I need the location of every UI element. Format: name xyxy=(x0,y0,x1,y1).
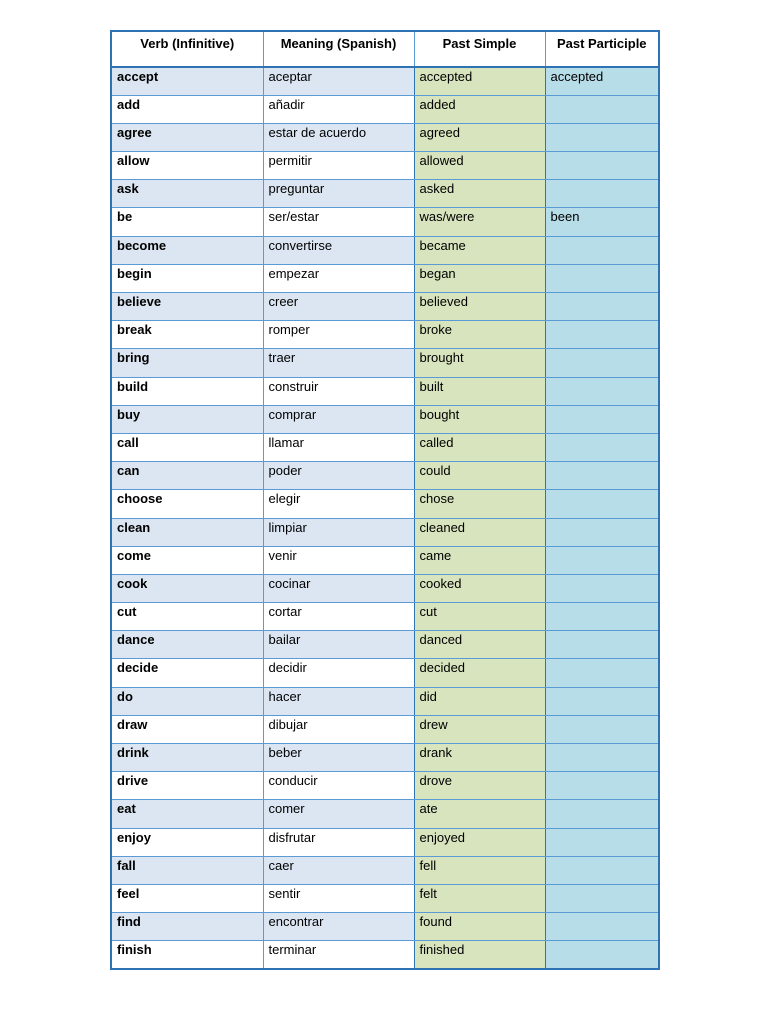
past-participle-cell xyxy=(545,349,659,377)
table-row xyxy=(111,772,659,800)
meaning-cell: comprar xyxy=(263,405,414,433)
past-simple-cell: allowed xyxy=(414,152,545,180)
verb-cell: cut xyxy=(111,603,263,631)
verb-cell: buy xyxy=(111,405,263,433)
verb-cell: be xyxy=(111,208,263,236)
table-row xyxy=(111,180,659,208)
table-row xyxy=(111,631,659,659)
header-past-simple: Past Simple xyxy=(414,31,545,67)
past-participle-cell xyxy=(545,744,659,772)
past-simple-cell: finished xyxy=(414,941,545,969)
meaning-cell: decidir xyxy=(263,659,414,687)
past-participle-cell xyxy=(545,828,659,856)
table-row xyxy=(111,208,659,236)
past-participle-cell xyxy=(545,941,659,969)
table-row xyxy=(111,293,659,321)
verb-cell: ask xyxy=(111,180,263,208)
past-simple-cell: broke xyxy=(414,321,545,349)
past-participle-cell xyxy=(545,377,659,405)
past-participle-cell xyxy=(545,264,659,292)
meaning-cell: cortar xyxy=(263,603,414,631)
past-simple-cell: added xyxy=(414,95,545,123)
past-participle-cell: been xyxy=(545,208,659,236)
past-simple-cell: chose xyxy=(414,490,545,518)
past-simple-cell: drank xyxy=(414,744,545,772)
meaning-cell: hacer xyxy=(263,687,414,715)
past-simple-cell: brought xyxy=(414,349,545,377)
past-simple-cell: found xyxy=(414,913,545,941)
meaning-cell: aceptar xyxy=(263,67,414,95)
verb-cell: bring xyxy=(111,349,263,377)
past-participle-cell xyxy=(545,433,659,461)
header-meaning-spanish: Meaning (Spanish) xyxy=(263,31,414,67)
table-row xyxy=(111,856,659,884)
table-header xyxy=(111,31,659,67)
past-participle-cell xyxy=(545,574,659,602)
table-row xyxy=(111,123,659,151)
past-simple-cell: called xyxy=(414,433,545,461)
meaning-cell: traer xyxy=(263,349,414,377)
table-row xyxy=(111,574,659,602)
verb-cell: break xyxy=(111,321,263,349)
past-participle-cell: accepted xyxy=(545,67,659,95)
table-row xyxy=(111,152,659,180)
past-simple-cell: asked xyxy=(414,180,545,208)
past-participle-cell xyxy=(545,856,659,884)
past-simple-cell: drove xyxy=(414,772,545,800)
past-simple-cell: cooked xyxy=(414,574,545,602)
meaning-cell: cocinar xyxy=(263,574,414,602)
verb-cell: clean xyxy=(111,518,263,546)
meaning-cell: llamar xyxy=(263,433,414,461)
past-participle-cell xyxy=(545,772,659,800)
meaning-cell: convertirse xyxy=(263,236,414,264)
past-simple-cell: came xyxy=(414,546,545,574)
table-row xyxy=(111,744,659,772)
past-simple-cell: cut xyxy=(414,603,545,631)
verb-cell: believe xyxy=(111,293,263,321)
past-participle-cell xyxy=(545,659,659,687)
verb-cell: call xyxy=(111,433,263,461)
meaning-cell: ser/estar xyxy=(263,208,414,236)
past-participle-cell xyxy=(545,884,659,912)
verb-cell: dance xyxy=(111,631,263,659)
verb-cell: finish xyxy=(111,941,263,969)
meaning-cell: beber xyxy=(263,744,414,772)
past-participle-cell xyxy=(545,631,659,659)
meaning-cell: disfrutar xyxy=(263,828,414,856)
past-participle-cell xyxy=(545,715,659,743)
meaning-cell: poder xyxy=(263,462,414,490)
past-participle-cell xyxy=(545,913,659,941)
past-simple-cell: drew xyxy=(414,715,545,743)
meaning-cell: comer xyxy=(263,800,414,828)
table-row xyxy=(111,321,659,349)
verb-cell: fall xyxy=(111,856,263,884)
past-participle-cell xyxy=(545,546,659,574)
verb-cell: agree xyxy=(111,123,263,151)
past-simple-cell: did xyxy=(414,687,545,715)
meaning-cell: venir xyxy=(263,546,414,574)
verb-cell: find xyxy=(111,913,263,941)
verb-cell: draw xyxy=(111,715,263,743)
verb-cell: allow xyxy=(111,152,263,180)
verb-cell: can xyxy=(111,462,263,490)
table-row xyxy=(111,659,659,687)
past-simple-cell: bought xyxy=(414,405,545,433)
past-participle-cell xyxy=(545,462,659,490)
table-row xyxy=(111,800,659,828)
verb-cell: accept xyxy=(111,67,263,95)
verb-cell: begin xyxy=(111,264,263,292)
verb-cell: feel xyxy=(111,884,263,912)
meaning-cell: añadir xyxy=(263,95,414,123)
meaning-cell: elegir xyxy=(263,490,414,518)
table-row xyxy=(111,687,659,715)
past-simple-cell: danced xyxy=(414,631,545,659)
table-row xyxy=(111,67,659,95)
table-row xyxy=(111,433,659,461)
meaning-cell: empezar xyxy=(263,264,414,292)
past-simple-cell: fell xyxy=(414,856,545,884)
verb-cell: enjoy xyxy=(111,828,263,856)
meaning-cell: caer xyxy=(263,856,414,884)
meaning-cell: conducir xyxy=(263,772,414,800)
past-participle-cell xyxy=(545,518,659,546)
past-simple-cell: was/were xyxy=(414,208,545,236)
table-row xyxy=(111,264,659,292)
table-row xyxy=(111,405,659,433)
table-row xyxy=(111,828,659,856)
meaning-cell: creer xyxy=(263,293,414,321)
table-row xyxy=(111,377,659,405)
past-simple-cell: accepted xyxy=(414,67,545,95)
verb-cell: decide xyxy=(111,659,263,687)
header-row xyxy=(111,31,659,67)
meaning-cell: dibujar xyxy=(263,715,414,743)
past-simple-cell: could xyxy=(414,462,545,490)
verb-table xyxy=(110,30,660,970)
header-past-participle: Past Participle xyxy=(545,31,659,67)
table-row xyxy=(111,603,659,631)
header-verb-infinitive: Verb (Infinitive) xyxy=(111,31,263,67)
verb-cell: drink xyxy=(111,744,263,772)
past-participle-cell xyxy=(545,800,659,828)
past-simple-cell: began xyxy=(414,264,545,292)
past-simple-cell: felt xyxy=(414,884,545,912)
past-participle-cell xyxy=(545,687,659,715)
meaning-cell: construir xyxy=(263,377,414,405)
table-row xyxy=(111,462,659,490)
meaning-cell: encontrar xyxy=(263,913,414,941)
meaning-cell: sentir xyxy=(263,884,414,912)
past-participle-cell xyxy=(545,123,659,151)
meaning-cell: preguntar xyxy=(263,180,414,208)
past-participle-cell xyxy=(545,603,659,631)
past-participle-cell xyxy=(545,180,659,208)
past-participle-cell xyxy=(545,95,659,123)
table-row xyxy=(111,884,659,912)
verb-cell: cook xyxy=(111,574,263,602)
table-row xyxy=(111,715,659,743)
meaning-cell: limpiar xyxy=(263,518,414,546)
meaning-cell: romper xyxy=(263,321,414,349)
past-simple-cell: built xyxy=(414,377,545,405)
past-participle-cell xyxy=(545,321,659,349)
table-row xyxy=(111,349,659,377)
past-participle-cell xyxy=(545,405,659,433)
past-simple-cell: ate xyxy=(414,800,545,828)
verb-cell: come xyxy=(111,546,263,574)
table-row xyxy=(111,236,659,264)
verb-cell: drive xyxy=(111,772,263,800)
meaning-cell: bailar xyxy=(263,631,414,659)
table-body xyxy=(111,67,659,969)
table-row xyxy=(111,546,659,574)
verb-cell: become xyxy=(111,236,263,264)
verb-cell: add xyxy=(111,95,263,123)
past-participle-cell xyxy=(545,152,659,180)
verb-cell: eat xyxy=(111,800,263,828)
past-participle-cell xyxy=(545,293,659,321)
meaning-cell: permitir xyxy=(263,152,414,180)
past-participle-cell xyxy=(545,490,659,518)
verb-cell: do xyxy=(111,687,263,715)
meaning-cell: estar de acuerdo xyxy=(263,123,414,151)
past-participle-cell xyxy=(545,236,659,264)
past-simple-cell: enjoyed xyxy=(414,828,545,856)
table-row xyxy=(111,95,659,123)
past-simple-cell: agreed xyxy=(414,123,545,151)
table-row xyxy=(111,941,659,969)
past-simple-cell: believed xyxy=(414,293,545,321)
meaning-cell: terminar xyxy=(263,941,414,969)
table-row xyxy=(111,518,659,546)
verb-cell: choose xyxy=(111,490,263,518)
past-simple-cell: cleaned xyxy=(414,518,545,546)
past-simple-cell: decided xyxy=(414,659,545,687)
table-row xyxy=(111,490,659,518)
table-row xyxy=(111,913,659,941)
past-simple-cell: became xyxy=(414,236,545,264)
verb-cell: build xyxy=(111,377,263,405)
